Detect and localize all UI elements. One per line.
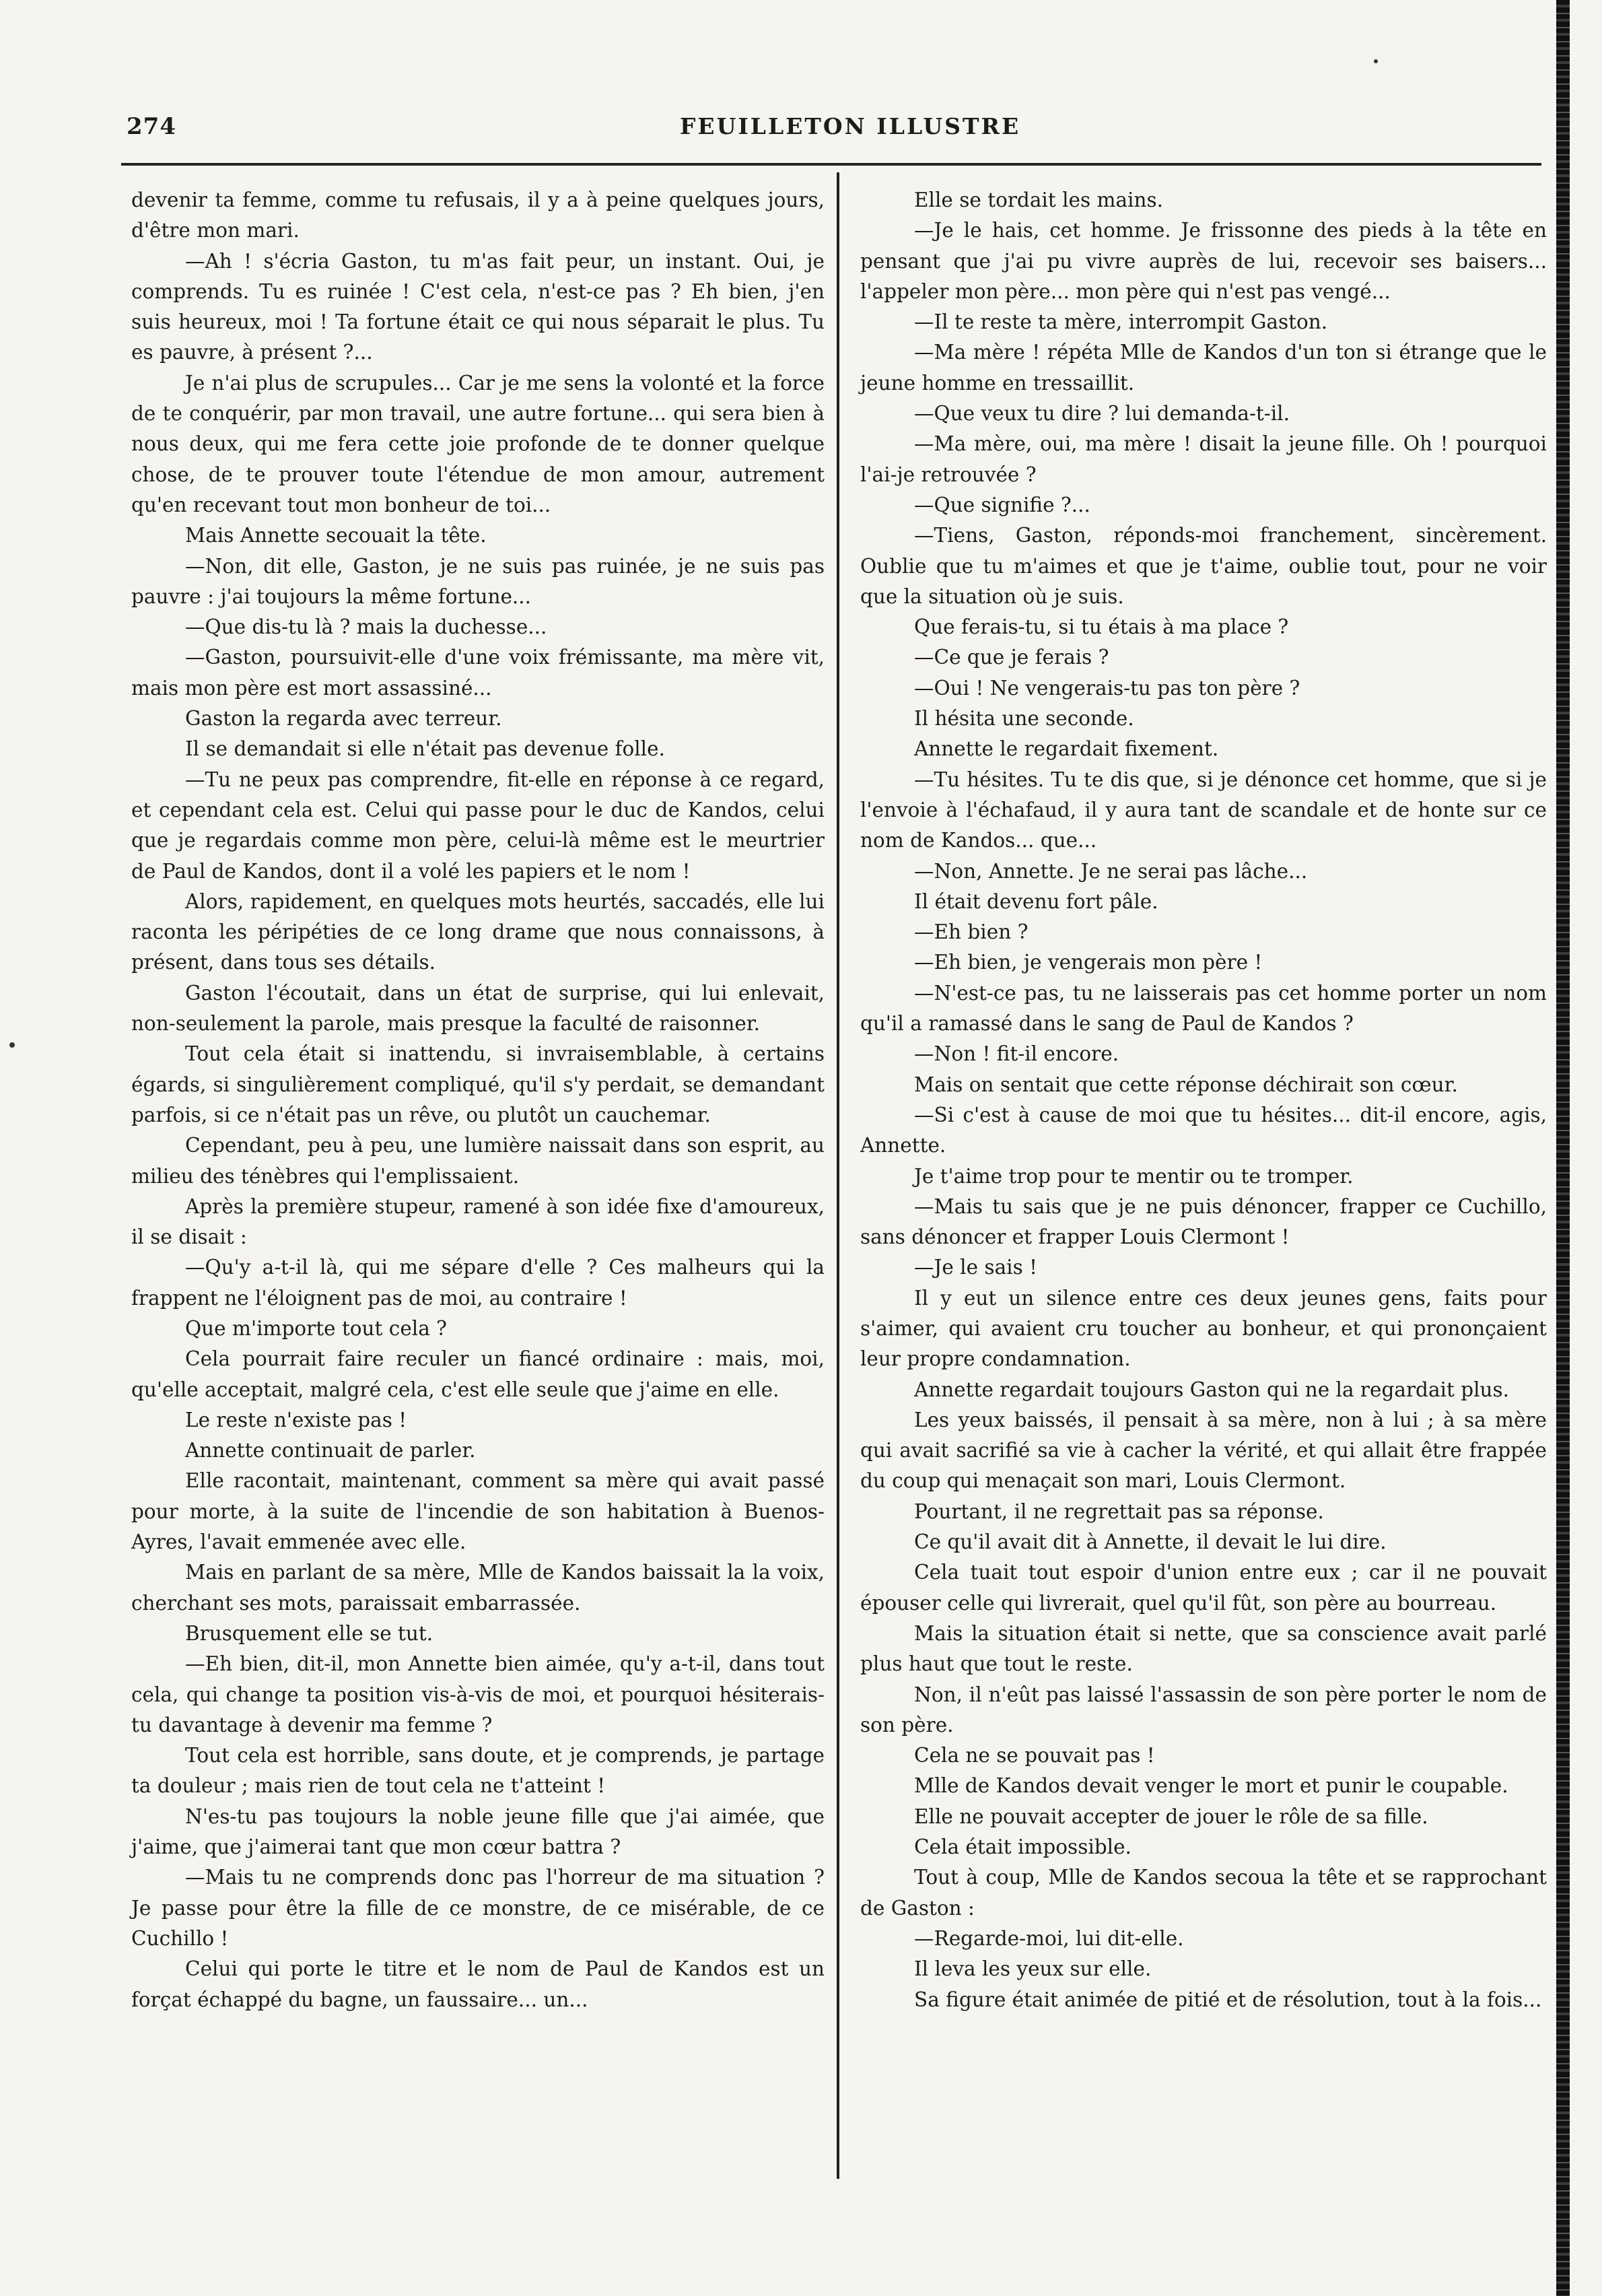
paragraph: Le reste n'existe pas ! [185,1408,407,1431]
paragraph: Après la première stupeur, ramené à son idée fixe d'amoureux, il se disait : [131,1194,825,1249]
paragraph: Gaston l'écoutait, dans un état de surprise, qui lui enlevait, non-seulement la parole, mais presque la faculté de raisonner. [131,981,825,1036]
paragraph: Mlle de Kandos devait venger le mort et punir le coupable. [914,1774,1508,1798]
paragraph: —N'est-ce pas, tu ne laisserais pas cet homme porter un nom qu'il a ramassé dans le sang de Paul de Kandos ? [860,981,1547,1036]
paragraph: —Tiens, Gaston, réponds-moi franchement, sincèrement. Oublie que tu m'aimes et que je t'aime, oublie tout, pour ne voir que la situation où je suis. [860,524,1547,608]
paragraph: —Que veux tu dire ? lui demanda-t-il. [914,402,1290,426]
paragraph: Pourtant, il ne regrettait pas sa réponse. [914,1499,1324,1523]
paragraph: Que ferais-tu, si tu étais à ma place ? [914,615,1289,639]
paragraph: Sa figure était animée de pitié et de résolution, tout à la fois... [914,1988,1542,2011]
paragraph: —Mais tu ne comprends donc pas l'horreur de ma situation ? Je passe pour être la fille de ce monstre, de ce misérable, de ce Cuchillo ! [131,1866,825,1950]
paragraph: —Il te reste ta mère, interrompit Gaston. [914,310,1328,334]
paragraph: Cependant, peu à peu, une lumière naissait dans son esprit, au milieu des ténèbres qui l'emplissaient. [131,1134,825,1188]
paragraph: Elle ne pouvait accepter de jouer le rôle de sa fille. [914,1804,1428,1828]
paragraph: Les yeux baissés, il pensait à sa mère, non à lui ; à sa mère qui avait sacrifié sa vie à cacher la vérité, et qui allait être frappée du coup qui menaçait son mari, Louis Clermont. [860,1408,1547,1493]
paragraph: —Je le sais ! [914,1256,1037,1279]
header-rule [121,163,1541,166]
page-edge [1556,0,1570,2296]
paragraph: —Ah ! s'écria Gaston, tu m'as fait peur, un instant. Oui, je comprends. Tu es ruinée ! C'est cela, n'est-ce pas ? Eh bien, j'en suis heureux, moi ! Ta fortune était ce qui nous séparait le plus. Tu es pauvre, à présent ?... [131,249,825,364]
paragraph: Mais on sentait que cette réponse déchirait son cœur. [914,1073,1458,1096]
running-title: FEUILLETON ILLUSTRE [680,113,1021,139]
paragraph: Mais Annette secouait la tête. [185,524,487,547]
paragraph: Que m'importe tout cela ? [185,1316,447,1340]
paragraph: Cela ne se pouvait pas ! [914,1744,1155,1767]
paragraph: Il leva les yeux sur elle. [914,1957,1152,1981]
paragraph: —Ma mère ! répéta Mlle de Kandos d'un ton si étrange que le jeune homme en tressaillit. [860,341,1547,395]
left-column [131,185,825,2015]
paragraph: N'es-tu pas toujours la noble jeune fille que j'ai aimée, que j'aime, que j'aimerai tant que mon cœur battra ? [131,1804,825,1859]
paragraph: Cela tuait tout espoir d'union entre eux ; car il ne pouvait épouser celle qui livrerait, quel qu'il fût, son père au bourreau. [860,1561,1547,1615]
paragraph: Brusquement elle se tut. [185,1621,433,1645]
paragraph: Mais la situation était si nette, que sa conscience avait parlé plus haut que tout le reste. [860,1621,1547,1676]
paragraph: Celui qui porte le titre et le nom de Paul de Kandos est un forçat échappé du bagne, un faussaire... un... [131,1957,825,2011]
ink-speck [1374,59,1378,63]
paragraph: Mais en parlant de sa mère, Mlle de Kandos baissait la la voix, cherchant ses mots, paraissait embarrassée. [131,1561,825,1615]
page-number: 274 [127,113,176,140]
paragraph: Non, il n'eût pas laissé l'assassin de son père porter le nom de son père. [860,1683,1547,1736]
paragraph: —Si c'est à cause de moi que tu hésites... dit-il encore, agis, Annette. [860,1103,1547,1157]
paragraph: —Tu ne peux pas comprendre, fit-elle en réponse à ce regard, et cependant cela est. Celui qui passe pour le duc de Kandos, celui que je regardais comme mon père, celui-là même est le meurtrier de Paul de Kandos, dont il a volé les papiers et le nom ! [131,768,825,883]
paragraph: Gaston la regarda avec terreur. [185,707,502,731]
paragraph: Annette le regardait fixement. [914,737,1219,761]
paragraph: —Non, Annette. Je ne serai pas lâche... [914,859,1308,883]
paragraph: Annette regardait toujours Gaston qui ne la regardait plus. [914,1378,1510,1401]
right-column [860,185,1547,2015]
paragraph: Cela était impossible. [914,1835,1131,1859]
paragraph: Il hésita une seconde. [914,707,1134,731]
paragraph: Il se demandait si elle n'était pas devenue folle. [185,737,665,761]
paragraph: Je t'aime trop pour te mentir ou te tromper. [914,1164,1354,1188]
paragraph: Tout cela est horrible, sans doute, et je comprends, je partage ta douleur ; mais rien de tout cela ne t'atteint ! [131,1744,825,1798]
paragraph: —Eh bien, dit-il, mon Annette bien aimée, qu'y a-t-il, dans tout cela, qui change ta position vis-à-vis de moi, et pourquoi hésiterais-tu davantage à devenir ma femme ? [131,1652,825,1736]
paragraph: —Qu'y a-t-il là, qui me sépare d'elle ? Ces malheurs qui la frappent ne l'éloignent pas de moi, au contraire ! [131,1256,825,1310]
paragraph: —Que dis-tu là ? mais la duchesse... [185,615,547,639]
paragraph: —Regarde-moi, lui dit-elle. [914,1926,1184,1950]
paragraph: Alors, rapidement, en quelques mots heurtés, saccadés, elle lui raconta les péripéties de ce long drame que nous connaissons, à présent, dans tous ses détails. [131,889,825,974]
paragraph: Elle se tordait les mains. [914,189,1163,211]
paragraph: —Ma mère, oui, ma mère ! disait la jeune fille. Oh ! pourquoi l'ai-je retrouvée ? [860,432,1547,486]
paragraph: Annette continuait de parler. [185,1439,476,1462]
paragraph: —Non ! fit-il encore. [914,1042,1119,1066]
paragraph: —Oui ! Ne vengerais-tu pas ton père ? [914,676,1300,700]
paragraph: —Que signifie ?... [914,493,1090,516]
paragraph: —Eh bien ? [914,920,1029,944]
ink-speck [9,1042,15,1048]
paragraph: Elle racontait, maintenant, comment sa mère qui avait passé pour morte, à la suite de l'incendie de son habitation à Buenos-Ayres, l'avait emmenée avec elle. [131,1469,825,1554]
paragraph: Il était devenu fort pâle. [914,889,1158,913]
paragraph: Tout cela était si inattendu, si invraisemblable, à certains égards, si singulièrement compliqué, qu'il s'y perdait, se demandant parfois, si ce n'était pas un rêve, ou plutôt un cauchemar. [131,1042,825,1126]
paragraph: Ce qu'il avait dit à Annette, il devait le lui dire. [914,1530,1387,1554]
paragraph: —Gaston, poursuivit-elle d'une voix frémissante, ma mère vit, mais mon père est mort assassiné... [131,646,825,700]
paragraph: Je n'ai plus de scrupules... Car je me sens la volonté et la force de te conquérir, par mon travail, une autre fortune... qui sera bien à nous deux, qui me fera cette joie profonde de te donner quelque chose, de te prouver toute l'étendue de mon amour, autrement qu'en recevant tout mon bonheur de toi... [131,371,825,516]
paragraph: —Ce que je ferais ? [914,646,1109,669]
column-divider [837,172,839,2179]
paragraph: devenir ta femme, comme tu refusais, il y a à peine quelques jours, d'être mon mari. [131,189,825,242]
paragraph: —Mais tu sais que je ne puis dénoncer, frapper ce Cuchillo, sans dénoncer et frapper Louis Clermont ! [860,1194,1547,1249]
paragraph: Il y eut un silence entre ces deux jeunes gens, faits pour s'aimer, qui avaient cru toucher au bonheur, et qui prononçaient leur propre condamnation. [860,1286,1547,1371]
paragraph: —Eh bien, je vengerais mon père ! [914,951,1263,974]
paragraph: Cela pourrait faire reculer un fiancé ordinaire : mais, moi, qu'elle acceptait, malgré cela, c'est elle seule que j'aime en elle. [131,1347,825,1401]
paragraph: Tout à coup, Mlle de Kandos secoua la tête et se rapprochant de Gaston : [860,1866,1547,1920]
paragraph: —Tu hésites. Tu te dis que, si je dénonce cet homme, que si je l'envoie à l'échafaud, il y aura tant de scandale et de honte sur ce nom de Kandos... que... [860,768,1547,852]
paragraph: —Non, dit elle, Gaston, je ne suis pas ruinée, je ne suis pas pauvre : j'ai toujours la même fortune... [131,554,825,608]
paragraph: —Je le hais, cet homme. Je frissonne des pieds à la tête en pensant que j'ai pu vivre auprès de lui, recevoir ses baisers... l'appeler mon père... mon père qui n'est pas vengé... [860,219,1547,303]
